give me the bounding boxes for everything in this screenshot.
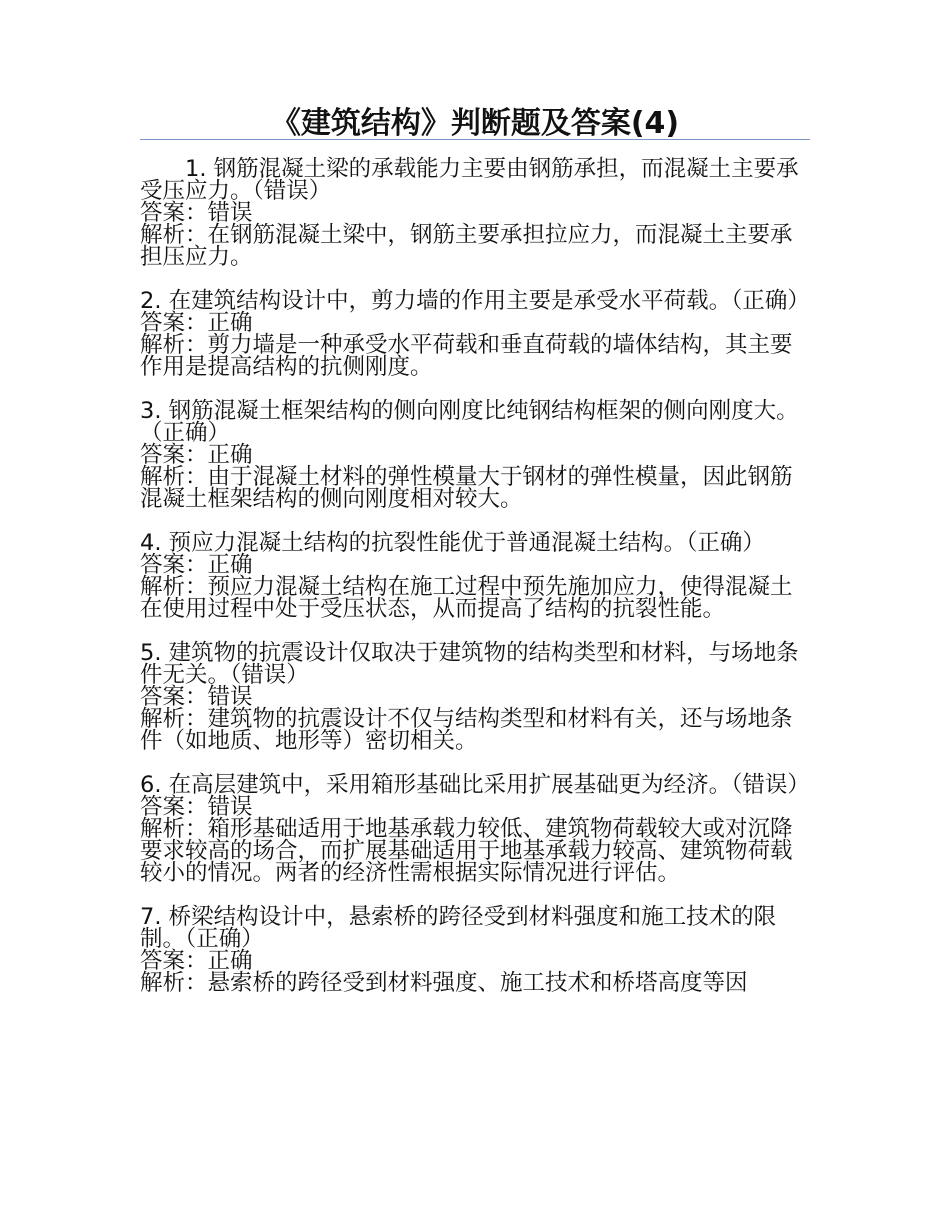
question-item-7	[140, 906, 810, 994]
answer-text: 答案：正确	[140, 442, 253, 468]
question-text: 1. 钢筋混凝土梁的承载能力主要由钢筋承担，而混凝土主要承受压应力。（错误）	[140, 156, 799, 204]
analysis-text: 解析：预应力混凝土结构在施工过程中预先施加应力，使得混凝土在使用过程中处于受压状态，从而提高了结构的抗裂性能。	[140, 574, 793, 622]
answer-text: 答案：错误	[140, 794, 253, 820]
question-text: 5. 建筑物的抗震设计仅取决于建筑物的结构类型和材料，与场地条件无关。（错误）	[140, 640, 799, 688]
question-text: 2. 在建筑结构设计中，剪力墙的作用主要是承受水平荷载。（正确）	[140, 288, 810, 314]
analysis-text: 解析：由于混凝土材料的弹性模量大于钢材的弹性模量，因此钢筋混凝土框架结构的侧向刚度相对较大。	[140, 464, 793, 512]
analysis-text: 解析：箱形基础适用于地基承载力较低、建筑物荷载较大或对沉降要求较高的场合，而扩展基础适用于地基承载力较高、建筑物荷载较小的情况。两者的经济性需根据实际情况进行评估。	[140, 816, 793, 886]
analysis-text: 解析：在钢筋混凝土梁中，钢筋主要承担拉应力，而混凝土主要承担压应力。	[140, 222, 793, 270]
analysis-text: 解析：悬索桥的跨径受到材料强度、施工技术和桥塔高度等因	[140, 970, 748, 996]
question-item-2	[140, 290, 810, 378]
answer-text: 答案：正确	[140, 948, 253, 974]
question-text: 6. 在高层建筑中，采用箱形基础比采用扩展基础更为经济。（错误）	[140, 772, 810, 798]
question-text: 4. 预应力混凝土结构的抗裂性能优于普通混凝土结构。（正确）	[140, 530, 765, 556]
question-item-1	[140, 158, 810, 268]
question-item-5	[140, 642, 810, 752]
title-underline	[140, 139, 810, 140]
question-text: 3. 钢筋混凝土框架结构的侧向刚度比纯钢结构框架的侧向刚度大。（正确）	[140, 398, 799, 446]
question-item-4	[140, 532, 810, 620]
analysis-text: 解析：剪力墙是一种承受水平荷载和垂直荷载的墙体结构，其主要作用是提高结构的抗侧刚度。	[140, 332, 793, 380]
answer-text: 答案：正确	[140, 310, 253, 336]
answer-text: 答案：错误	[140, 200, 253, 226]
question-item-6	[140, 774, 810, 884]
document-title: 《建筑结构》判断题及答案(4)	[270, 106, 680, 141]
question-list	[140, 158, 810, 1016]
question-text: 7. 桥梁结构设计中，悬索桥的跨径受到材料强度和施工技术的限制。（正确）	[140, 904, 777, 952]
answer-text: 答案：正确	[140, 552, 253, 578]
analysis-text: 解析：建筑物的抗震设计不仅与结构类型和材料有关，还与场地条件（如地质、地形等）密切相关。	[140, 706, 793, 754]
answer-text: 答案：错误	[140, 684, 253, 710]
question-item-3	[140, 400, 810, 510]
